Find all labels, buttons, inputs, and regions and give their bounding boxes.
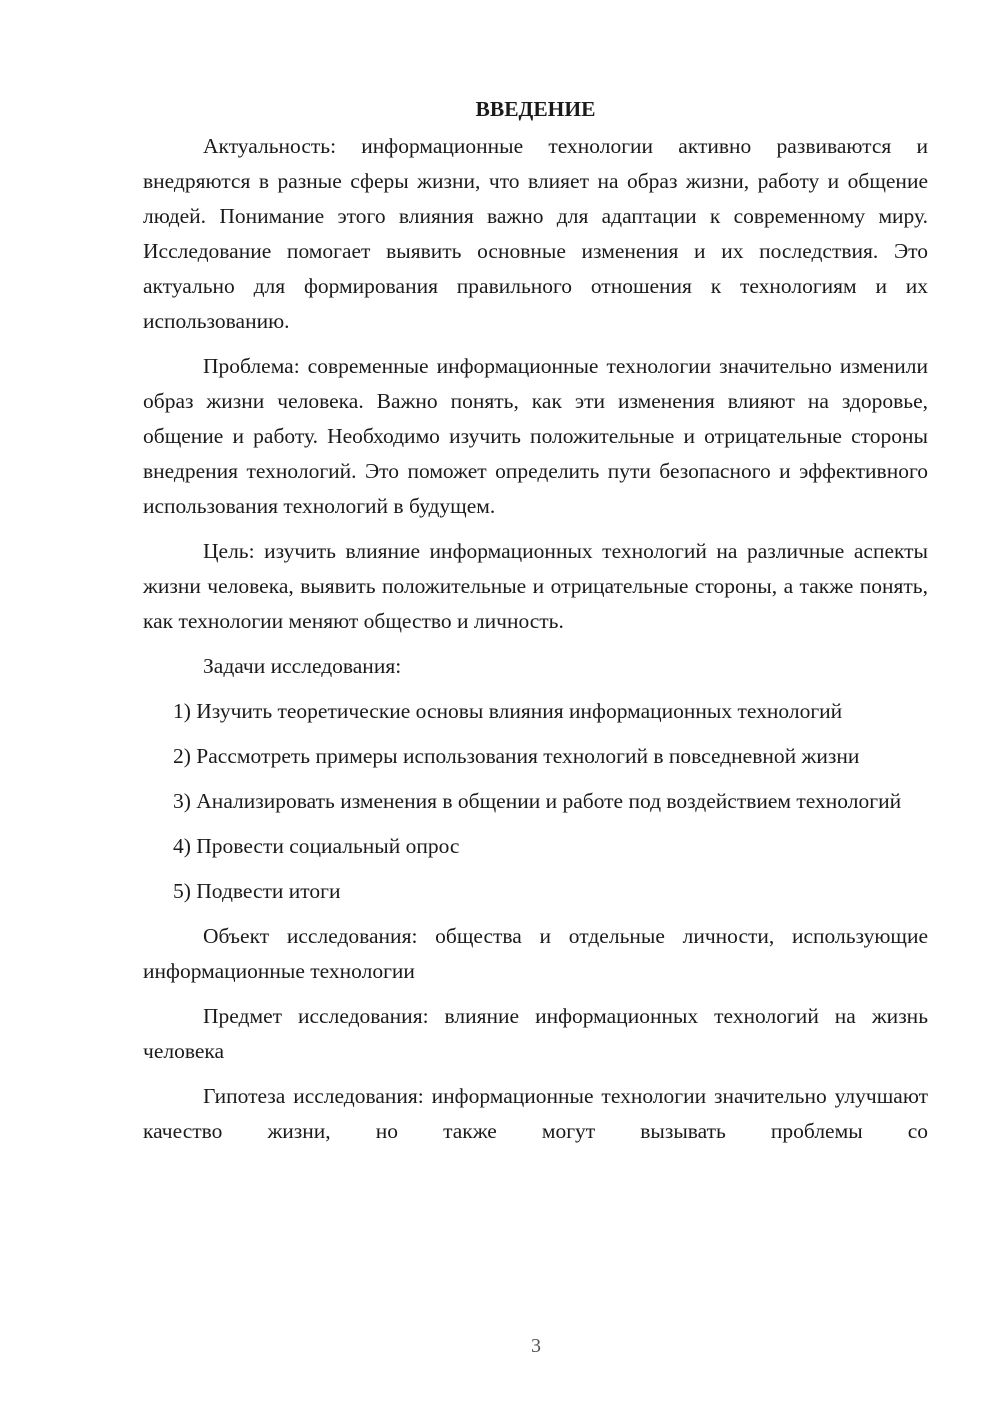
- task-item: 4) Провести социальный опрос: [173, 834, 460, 858]
- problem-paragraph: Проблема: современные информационные технологии значительно изменили образ жизни человека. Важно понять, как эти изменения влияют на здоровье, общение и работу. Необходимо изучить положительные и отрицательные стороны внедрения технологий. Это поможет определить пути безопасного и эффективного использования технологий в будущем.: [143, 354, 928, 518]
- subject-paragraph: Предмет исследования: влияние информационных технологий на жизнь человека: [143, 1004, 928, 1063]
- task-item: 3) Анализировать изменения в общении и работе под воздействием технологий: [173, 789, 902, 813]
- goal-paragraph: Цель: изучить влияние информационных технологий на различные аспекты жизни человека, выявить положительные и отрицательные стороны, а также понять, как технологии меняют общество и личность.: [143, 539, 928, 633]
- task-item: 1) Изучить теоретические основы влияния информационных технологий: [173, 699, 843, 723]
- hypothesis-paragraph: Гипотеза исследования: информационные технологии значительно улучшают качество жизни, но также могут вызывать проблемы со: [143, 1084, 928, 1143]
- section-heading: ВВЕДЕНИЕ: [475, 97, 596, 121]
- page-number: 3: [531, 1335, 541, 1357]
- relevance-paragraph: Актуальность: информационные технологии активно развиваются и внедряются в разные сферы жизни, что влияет на образ жизни, работу и общение людей. Понимание этого влияния важно для адаптации к современному миру. Исследование помогает выявить основные изменения и их последствия. Это актуально для формирования правильного отношения к технологиям и их использованию.: [143, 134, 928, 333]
- object-paragraph: Объект исследования: общества и отдельные личности, использующие информационные технологии: [143, 924, 928, 983]
- tasks-heading: Задачи исследования:: [203, 654, 402, 678]
- document-page: [143, 92, 928, 1159]
- task-item: 2) Рассмотреть примеры использования технологий в повседневной жизни: [173, 744, 860, 768]
- task-item: 5) Подвести итоги: [173, 879, 341, 903]
